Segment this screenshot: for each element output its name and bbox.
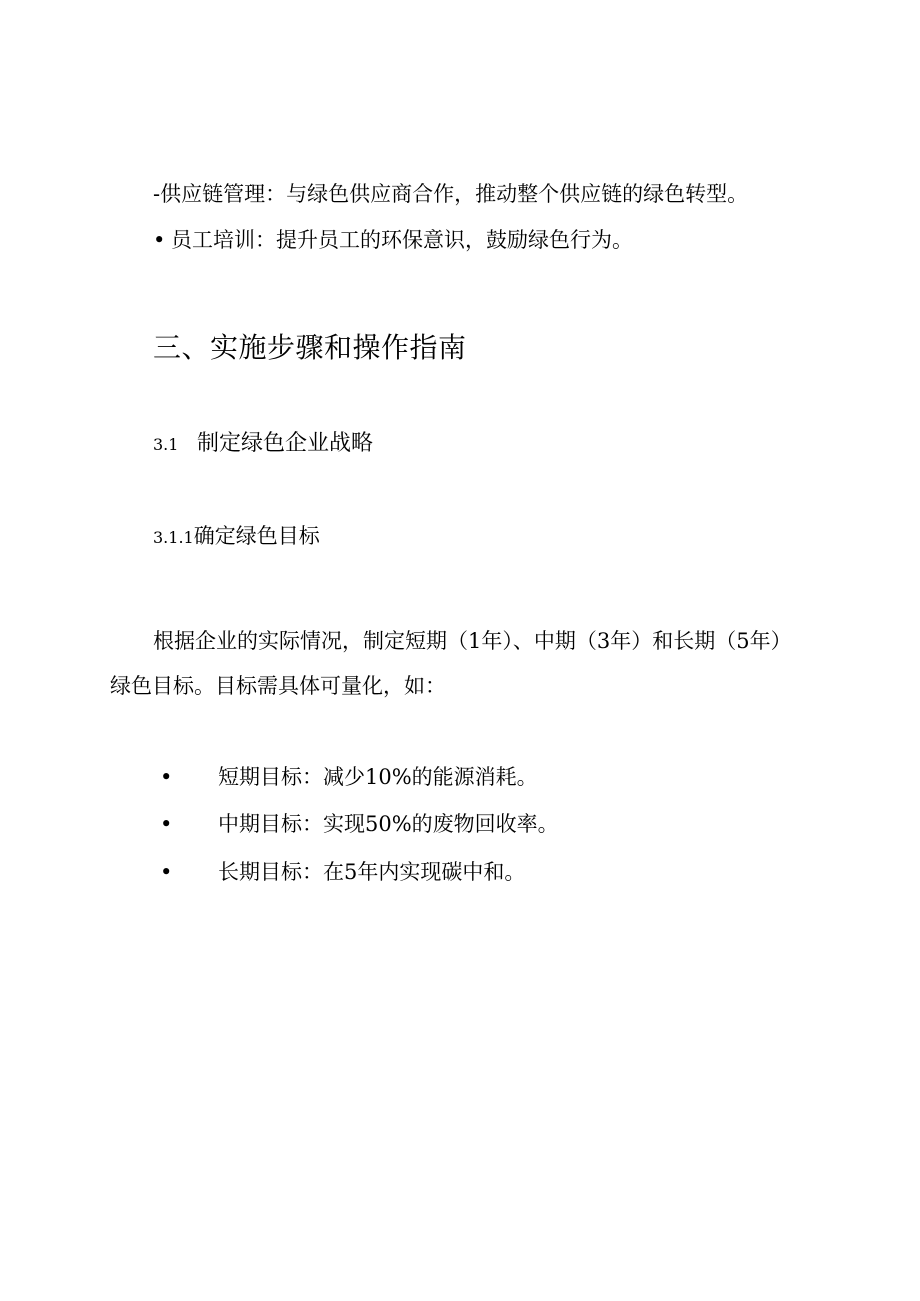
section-heading: 三、实施步骤和操作指南 <box>153 331 467 364</box>
subsection-heading <box>153 429 373 460</box>
body-paragraph: 根据企业的实际情况，制定短期（1年）、中期（3年）和长期（5年）绿色目标。目标需具体可量化，如： <box>110 629 792 698</box>
bullet-item-staff-training <box>153 226 633 254</box>
bullet-item-supply-chain <box>153 180 748 208</box>
bullet-text: 员工培训：提升员工的环保意识，鼓励绿色行为。 <box>171 228 633 252</box>
subsection-title: 制定绿色企业战略 <box>197 431 374 456</box>
goal-text: 短期目标：减少10%的能源消耗。 <box>218 765 538 789</box>
goal-marker: • <box>160 765 173 789</box>
bullet-text: 供应链管理：与绿色供应商合作，推动整个供应链的绿色转型。 <box>160 182 749 206</box>
goal-item-short-term <box>160 763 538 791</box>
subsubsection-number: 3.1.1 <box>153 528 194 547</box>
goal-item-long-term <box>160 858 525 886</box>
subsubsection-title: 确定绿色目标 <box>193 524 320 548</box>
bullet-marker: - <box>153 182 161 206</box>
subsection-number: 3.1 <box>153 435 179 454</box>
subsubsection-heading <box>153 522 320 552</box>
bullet-marker: • <box>153 228 166 252</box>
goal-text: 中期目标：实现50%的废物回收率。 <box>218 812 559 836</box>
goal-marker: • <box>160 860 173 884</box>
goal-text: 长期目标：在5年内实现碳中和。 <box>218 860 526 884</box>
goal-marker: • <box>160 812 173 836</box>
goal-item-mid-term <box>160 810 559 838</box>
